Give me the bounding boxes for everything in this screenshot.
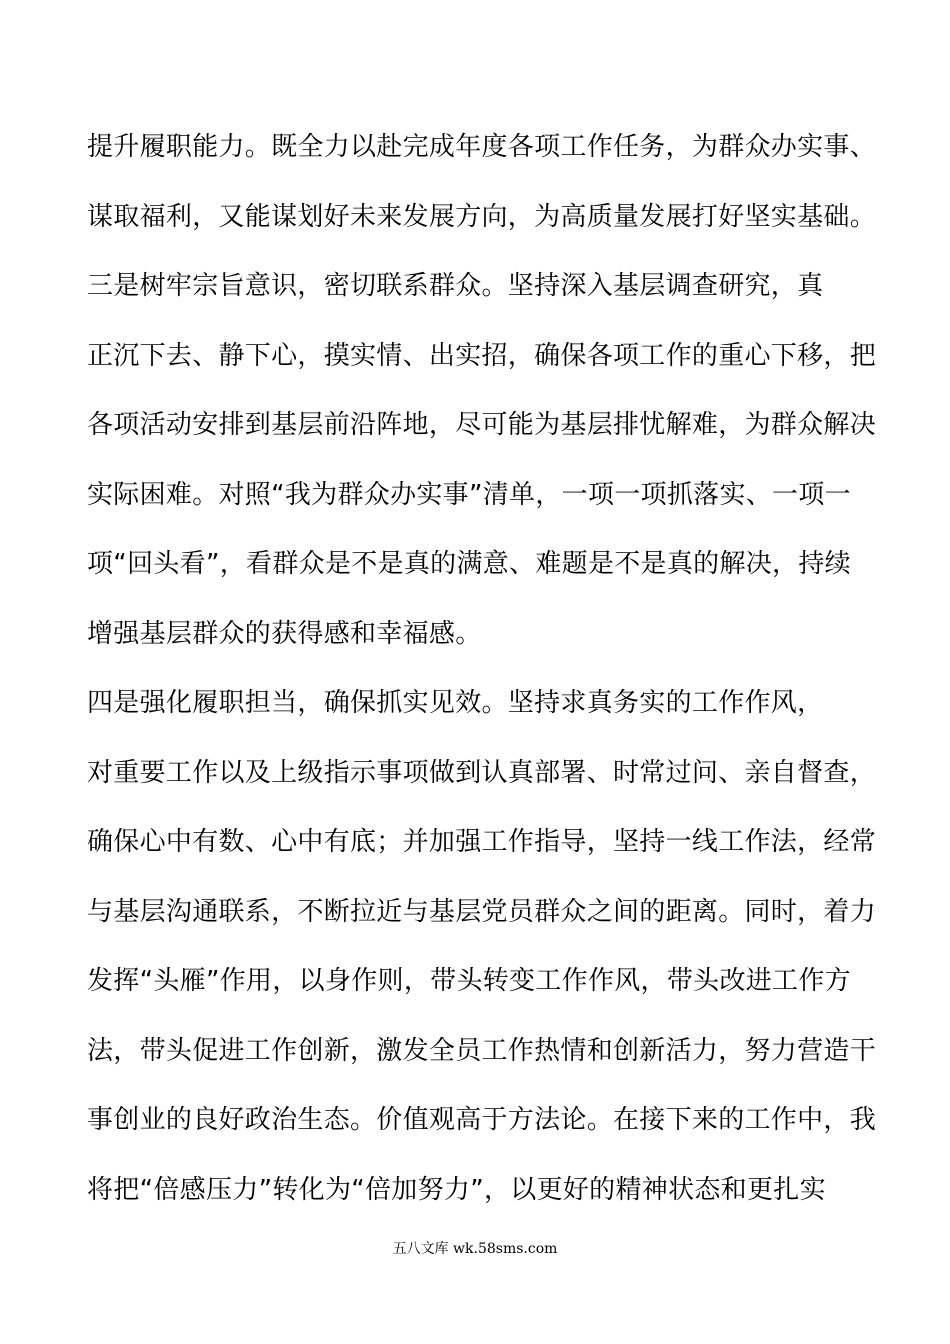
paragraph-line: 各项活动安排到基层前沿阵地，尽可能为基层排忧解难，为群众解决 bbox=[87, 410, 877, 440]
paragraph-line: 谋取福利，又能谋划好未来发展方向，为高质量发展打好坚实基础。 bbox=[87, 202, 877, 232]
paragraph-line: 项“回头看”，看群众是不是真的满意、难题是不是真的解决，持续 bbox=[87, 549, 851, 579]
paragraph-line: 增强基层群众的获得感和幸福感。 bbox=[87, 619, 482, 649]
paragraph-line: 法，带头促进工作创新，激发全员工作热情和创新活力，努力营造干 bbox=[87, 1036, 877, 1066]
paragraph-line: 对重要工作以及上级指示事项做到认真部署、时常过问、亲自督查， bbox=[87, 758, 877, 788]
paragraph-line: 实际困难。对照“我为群众办实事”清单，一项一项抓落实、一项一 bbox=[87, 480, 851, 510]
paragraph-line: 确保心中有数、心中有底；并加强工作指导，坚持一线工作法，经常 bbox=[87, 827, 877, 857]
paragraph-line: 三是树牢宗旨意识，密切联系群众。坚持深入基层调查研究，真 bbox=[87, 271, 824, 301]
paragraph-line: 将把“倍感压力”转化为“倍加努力”，以更好的精神状态和更扎实 bbox=[87, 1175, 826, 1205]
paragraph-line: 提升履职能力。既全力以赴完成年度各项工作任务，为群众办实事、 bbox=[87, 132, 877, 162]
paragraph-line: 四是强化履职担当，确保抓实见效。坚持求真务实的工作作风， bbox=[87, 688, 824, 718]
paragraph-line: 发挥“头雁”作用，以身作则，带头转变工作作风，带头改进工作方 bbox=[87, 966, 851, 996]
paragraph-line: 事创业的良好政治生态。价值观高于方法论。在接下来的工作中，我 bbox=[87, 1105, 877, 1135]
page-footer: 五八文库 wk.58sms.com bbox=[392, 1241, 558, 1257]
paragraph-line: 与基层沟通联系，不断拉近与基层党员群众之间的距离。同时，着力 bbox=[87, 897, 877, 927]
paragraph-line: 正沉下去、静下心，摸实情、出实招，确保各项工作的重心下移，把 bbox=[87, 341, 877, 371]
